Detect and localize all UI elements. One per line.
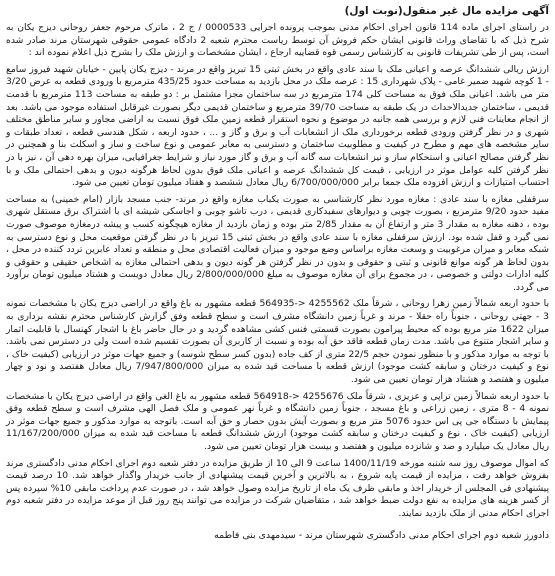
- paragraph-house: ارزش ریالی ششدانگ عرصه و اعیانی ملک با سند عادی واقع در بخش ثبتی 15 تبریز واقع در مرند - دیزج یکان پایین - خیابان شهید فیروز سامع - 1 کوچه شهید ضمیر غامی - پلاک شهرداری 15 : عرصه ملک در محل بازدید به مساحت حدود 435/25 مترمربع با ورودی قطعه به عرض 3/20 متر می باشد. اعیانی ملک فوق به مساحت کلی 174 مترمربع در سه ساختمان مجزا مشتمل بر : دو طبقه به مساحت 113 مترمربع با قدمت قدیمی ، ساختمان جدیدالاحداث در یک طبقه به مساحت 39/70 مترمربع و ساختمان قدیمی دیگر بصورت غیرقابل استفاده موجود می باشد. بعد از انجام معاینات فنی لازم و بررسی همه جانبه در موضوع و نحوه استقرار قطعه زمین ملک فوق نسبت به اراضی مجاور و سایر مناطق مختلف شهری و در نظر گرفتن ورودی قطعه برخورداری ملک از انشعابات آب و برق و گاز و ... ، حدود اربعه ، شکل هندسی قطعه ، تعداد طبقات و سایر مشخصه های مهم و مطرح در کیفیت و مطلوبیت ساختمان و دسترسی به معابر عمومی و نوع ساخت و ساز و اسکلت بنا و همچنین در نظر گرفتن مصالح اعیانی و استحکام ساز و نیز انشعابات سه گانه آب و برق و گاز مورد نیاز و شرایط جغرافیایی، میزان بهره دهی آن ، نیز با در نظر گرفتن کلیه عوامل موثر در ارزیابی ، قیمت کل ششدانگ عرصه و اعیانی ملک فوق بدون لحاظ هرگونه دیون و بدهی احتمالی ملک و با احتساب امتیازات و ارزش افزوده ملک جمعا برابر 6/700/000/000 ریال معادل ششصد و هفتاد میلیون تومان تعیین می شود.: [6, 63, 549, 189]
- notice-signature: دادورز شعبه دوم اجرای احکام مدنی دادگستری شهرستان مرند - سیدمهدی بنی فاطمه: [214, 529, 549, 541]
- paragraph-intro: در راستای اجرای ماده 114 قانون اجرای احکام مدنی بموجب پرونده اجرایی 0000533 / ج 2 ، ماترک مرحوم جعفر روحانی دیزج یکان به شرح ذیل که با تقاضای وراث قانونی ایشان حکم فروش آن توسط ریاست محترم شعبه 2 دادگاه عمومی حقوقی شهرستان مرند صادر شده است، پس از طی تشریفات قانونی به کارشناس رسمی قوه قضاییه ارجاع ، ایشان مشخصات و ارزش ملک را بشرح ذیل اعلام نموده اند :: [6, 22, 549, 59]
- notice-title: آگهی مزایده مال غیر منقول(نوبت اول): [344, 5, 549, 17]
- paragraph-terms: که اموال موصوف روز سه شنبه مورخه 1400/11/19 ساعت 9 الی 10 از طریق مزایده در دفتر شعبه دوم اجرای احکام مدنی دادگستری مرند بفروش خواهد رفت ، مزایده از قیمت پایه شروع ، به بالاترین و آخرین قیمت پیشنهادی از جانب خریدار واگذار خواهد شد. 10 درصد قیمت پیشنهادی فی المجلس از خریدار اخذ و مابقی ظرف یک ماه از تاریخ مزایده وصول خواهد شد ، در صورت عدم پرداخت مابقی 10% سپرده پس از کسر هزینه های مزایده به نفع دولت ضبط خواهد شد ، متقاضیان شرکت در مزایده می توانند پنج روز قبل از موعد مزایده در دفتر شعبه دوم اجرای احکام مدنی از ملک بازدید نمایند.: [6, 457, 550, 519]
- paragraph-shop: سرقفلی مغازه با سند عادی : مغازه مورد نظر کارشناسی به صورت یکباب مغازه واقع در مرند- جنب مسجد بازار (امام خمینی) به مساحت مفید حدود 9/20 مترمربع ، بصورت چوبی و دیوارهای سفیدکاری قدیمی ، درب تاشو چوبی و اجاسکی شیشه ای با اشتراک برق مستقل شهری بوده ، دهنه مغازه به مقدار 3 متر و ارتفاع آن به مقدار 2/85 متر بوده و زمان بازدید از مغازه هیچگونه کسب و پیشه درمغازه موصوف صورت نمی گیرد و قفل شده بود. ارزش سرقفلی مغازه با سند عادی واقع در بخش ثبتی 15 تبریز با در نظر گرفتن موقعیت محل و نوع دسترسی به شبکه معابر و میزان مرغوبیت و وسعت مغازه براساس وضع موجود و میزان فعالیت اقتصادی محل و منطقه و تعداد عابرین تردد کننده در محل ، بدون لحاظ هر گونه موانع قانونی و ثبتی و حقوقی و بدون در نظر گرفتن هر گونه دیون و بدهی احتمالی مغازه به اشخاص حقیقی و حقوقی و کلیه ادارات دولتی و خصوصی ، در مجموع برای آن مغازه موصوف به مبلغ 2/800/000/000 ریال معادل دویست و هشتاد میلیون تومان برآورد می گردد.: [6, 193, 549, 293]
- paragraph-garden-2: با حدود اربعه شمالاً زمین تراپی و عزیزی ، شرقاً ملک 4255676 <-564918 قطعه مشهور به باغ الغی واقع در اراضی دیزج یکان با مشخصات نمونه 4 - 8 متری ، زمین زراعی و باغ مسجد ، جنوباً زمین دانشگاه و غرباً نهر عمومی و ملک فصل الهی مشرف است و سطح قطعه وفق پیمایش با دستگاه جی پی اس حدود 5076 متر مربع و بصورت آیش بدون حصار و حق آبه است. باتوجه به موارد مذکور و جمیع جهات موثر در ارزیابی (کیفیت خاک ، نوع و کیفیت درختان و سابقه کشت موجود) ارزش ششدانگ قطعه با مساحت قید شده به میزان 11/167/200/000 ریال معادل یک میلیارد و صد و شانزده میلیون و هفتصد و بیست هزار تومان تعیین می شود.: [6, 390, 550, 452]
- paragraph-garden-1: با حدود اربعه شمالاً زمین زهرا روحانی ، شرقاً ملک 4255562 <-564935 قطعه مشهور به باغ واقع در اراضی دیزج یکان با مشخصات نمونه 3 - جهتی روحانی ، جنوباً راه حقلا - مرند و غرباً زمین دانشگاه مشرف است و سطح قطعه وفق گزارش کارشناس محترم نقشه برداری به میزان 1622 متر مربع بوده که محیط پیرامون بصورت قسمتی فنس کشی مشاهده گردید و در حال حاضر باغ با اشجار کهنسال با قابلیت اثمار و سایر اشجار متنوع می باشد. مدت زمان قطعه فاقد حق آبه بوده و نسبت از کاربری آن بصورت تقسیم شده است ولی در دسترس نمی باشد. با توجه به موارد مذکور و با منظور نمودن حجم 22/5 متری از کف جاده (بدون کسر سطح شوسه) و جمیع جهات موثر در ارزیابی (کیفیت خاک ، نوع و کیفیت درختان و سابقه کشت موجود) ارزش قطعه با مساحت قید شده به میزان 7/947/800/000 ریال معادل هفتصد و نود و چهار میلیون و هفتصد و هشتاد هزار تومان تعیین می شود.: [6, 298, 550, 386]
